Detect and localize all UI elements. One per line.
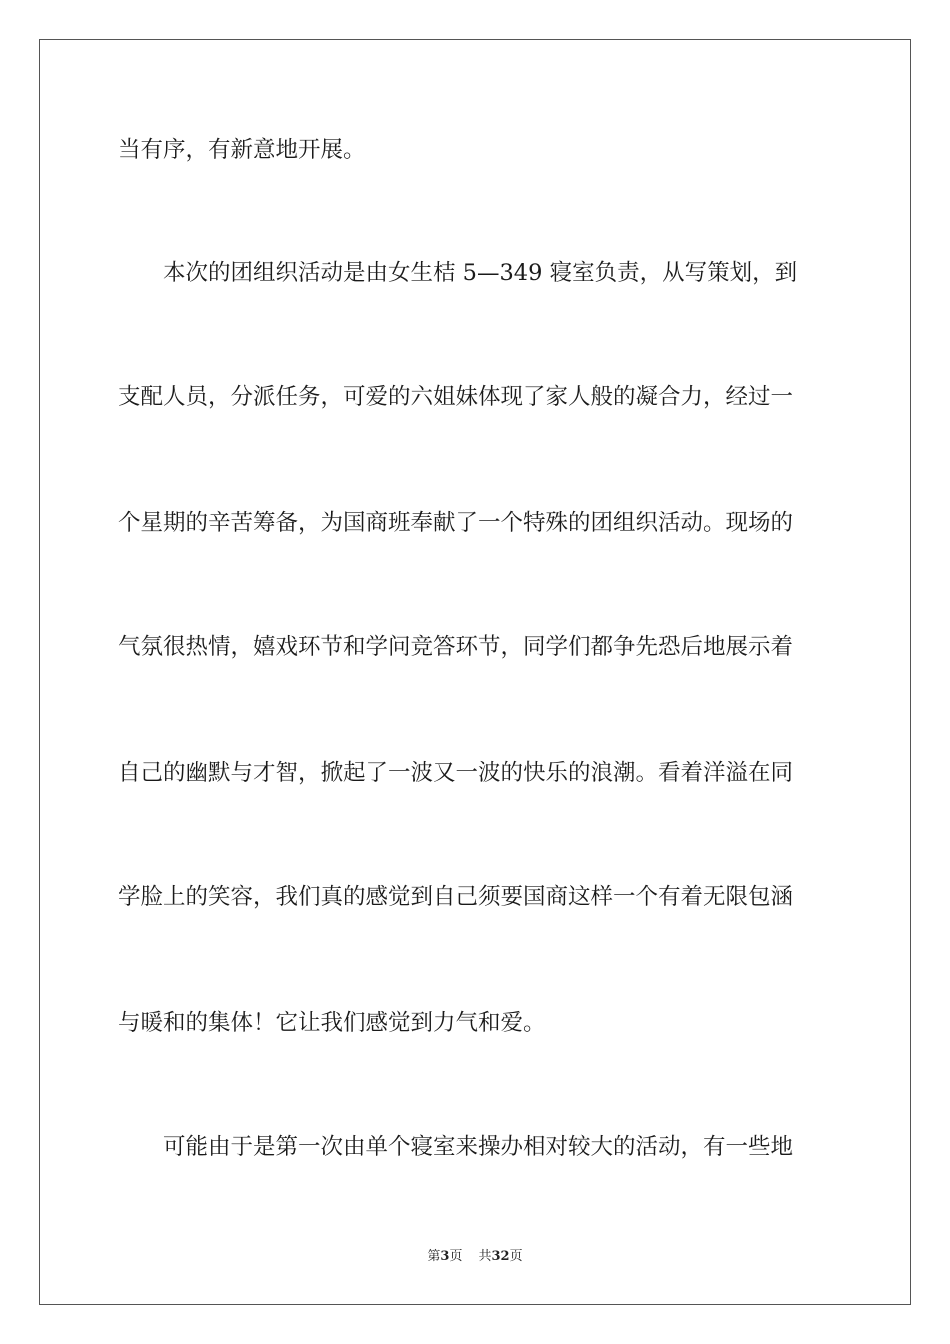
- paragraph-line: 可能由于是第一次由单个寝室来操办相对较大的活动，有一些地: [163, 1134, 794, 1160]
- paragraph-line: 支配人员，分派任务，可爱的六姐妹体现了家人般的凝合力，经过一: [118, 384, 794, 410]
- paragraph-line: 个星期的辛苦筹备，为国商班奉献了一个特殊的团组织活动。现场的: [118, 510, 794, 536]
- paragraph-line: 当有序，有新意地开展。: [118, 137, 366, 163]
- page-footer: [0, 1248, 950, 1266]
- paragraph-line: 学脸上的笑容，我们真的感觉到自己须要国商这样一个有着无限包涵: [118, 884, 794, 910]
- total-suffix: 页: [509, 1249, 523, 1264]
- total-pages: 32: [491, 1249, 510, 1264]
- paragraph-line: 自己的幽默与才智，掀起了一波又一波的快乐的浪潮。看着洋溢在同: [118, 760, 794, 786]
- total-prefix: 共: [478, 1249, 492, 1264]
- paragraph-line: 气氛很热情，嬉戏环节和学问竞答环节，同学们都争先恐后地展示着: [118, 634, 794, 660]
- page-number: 3: [440, 1249, 450, 1264]
- paragraph-line: 本次的团组织活动是由女生桔 5—349 寝室负责，从写策划，到: [163, 260, 798, 286]
- page-suffix: 页: [449, 1249, 463, 1264]
- page-border: [39, 39, 911, 1305]
- page-prefix: 第: [427, 1249, 441, 1264]
- paragraph-line: 与暖和的集体！它让我们感觉到力气和爱。: [118, 1010, 546, 1036]
